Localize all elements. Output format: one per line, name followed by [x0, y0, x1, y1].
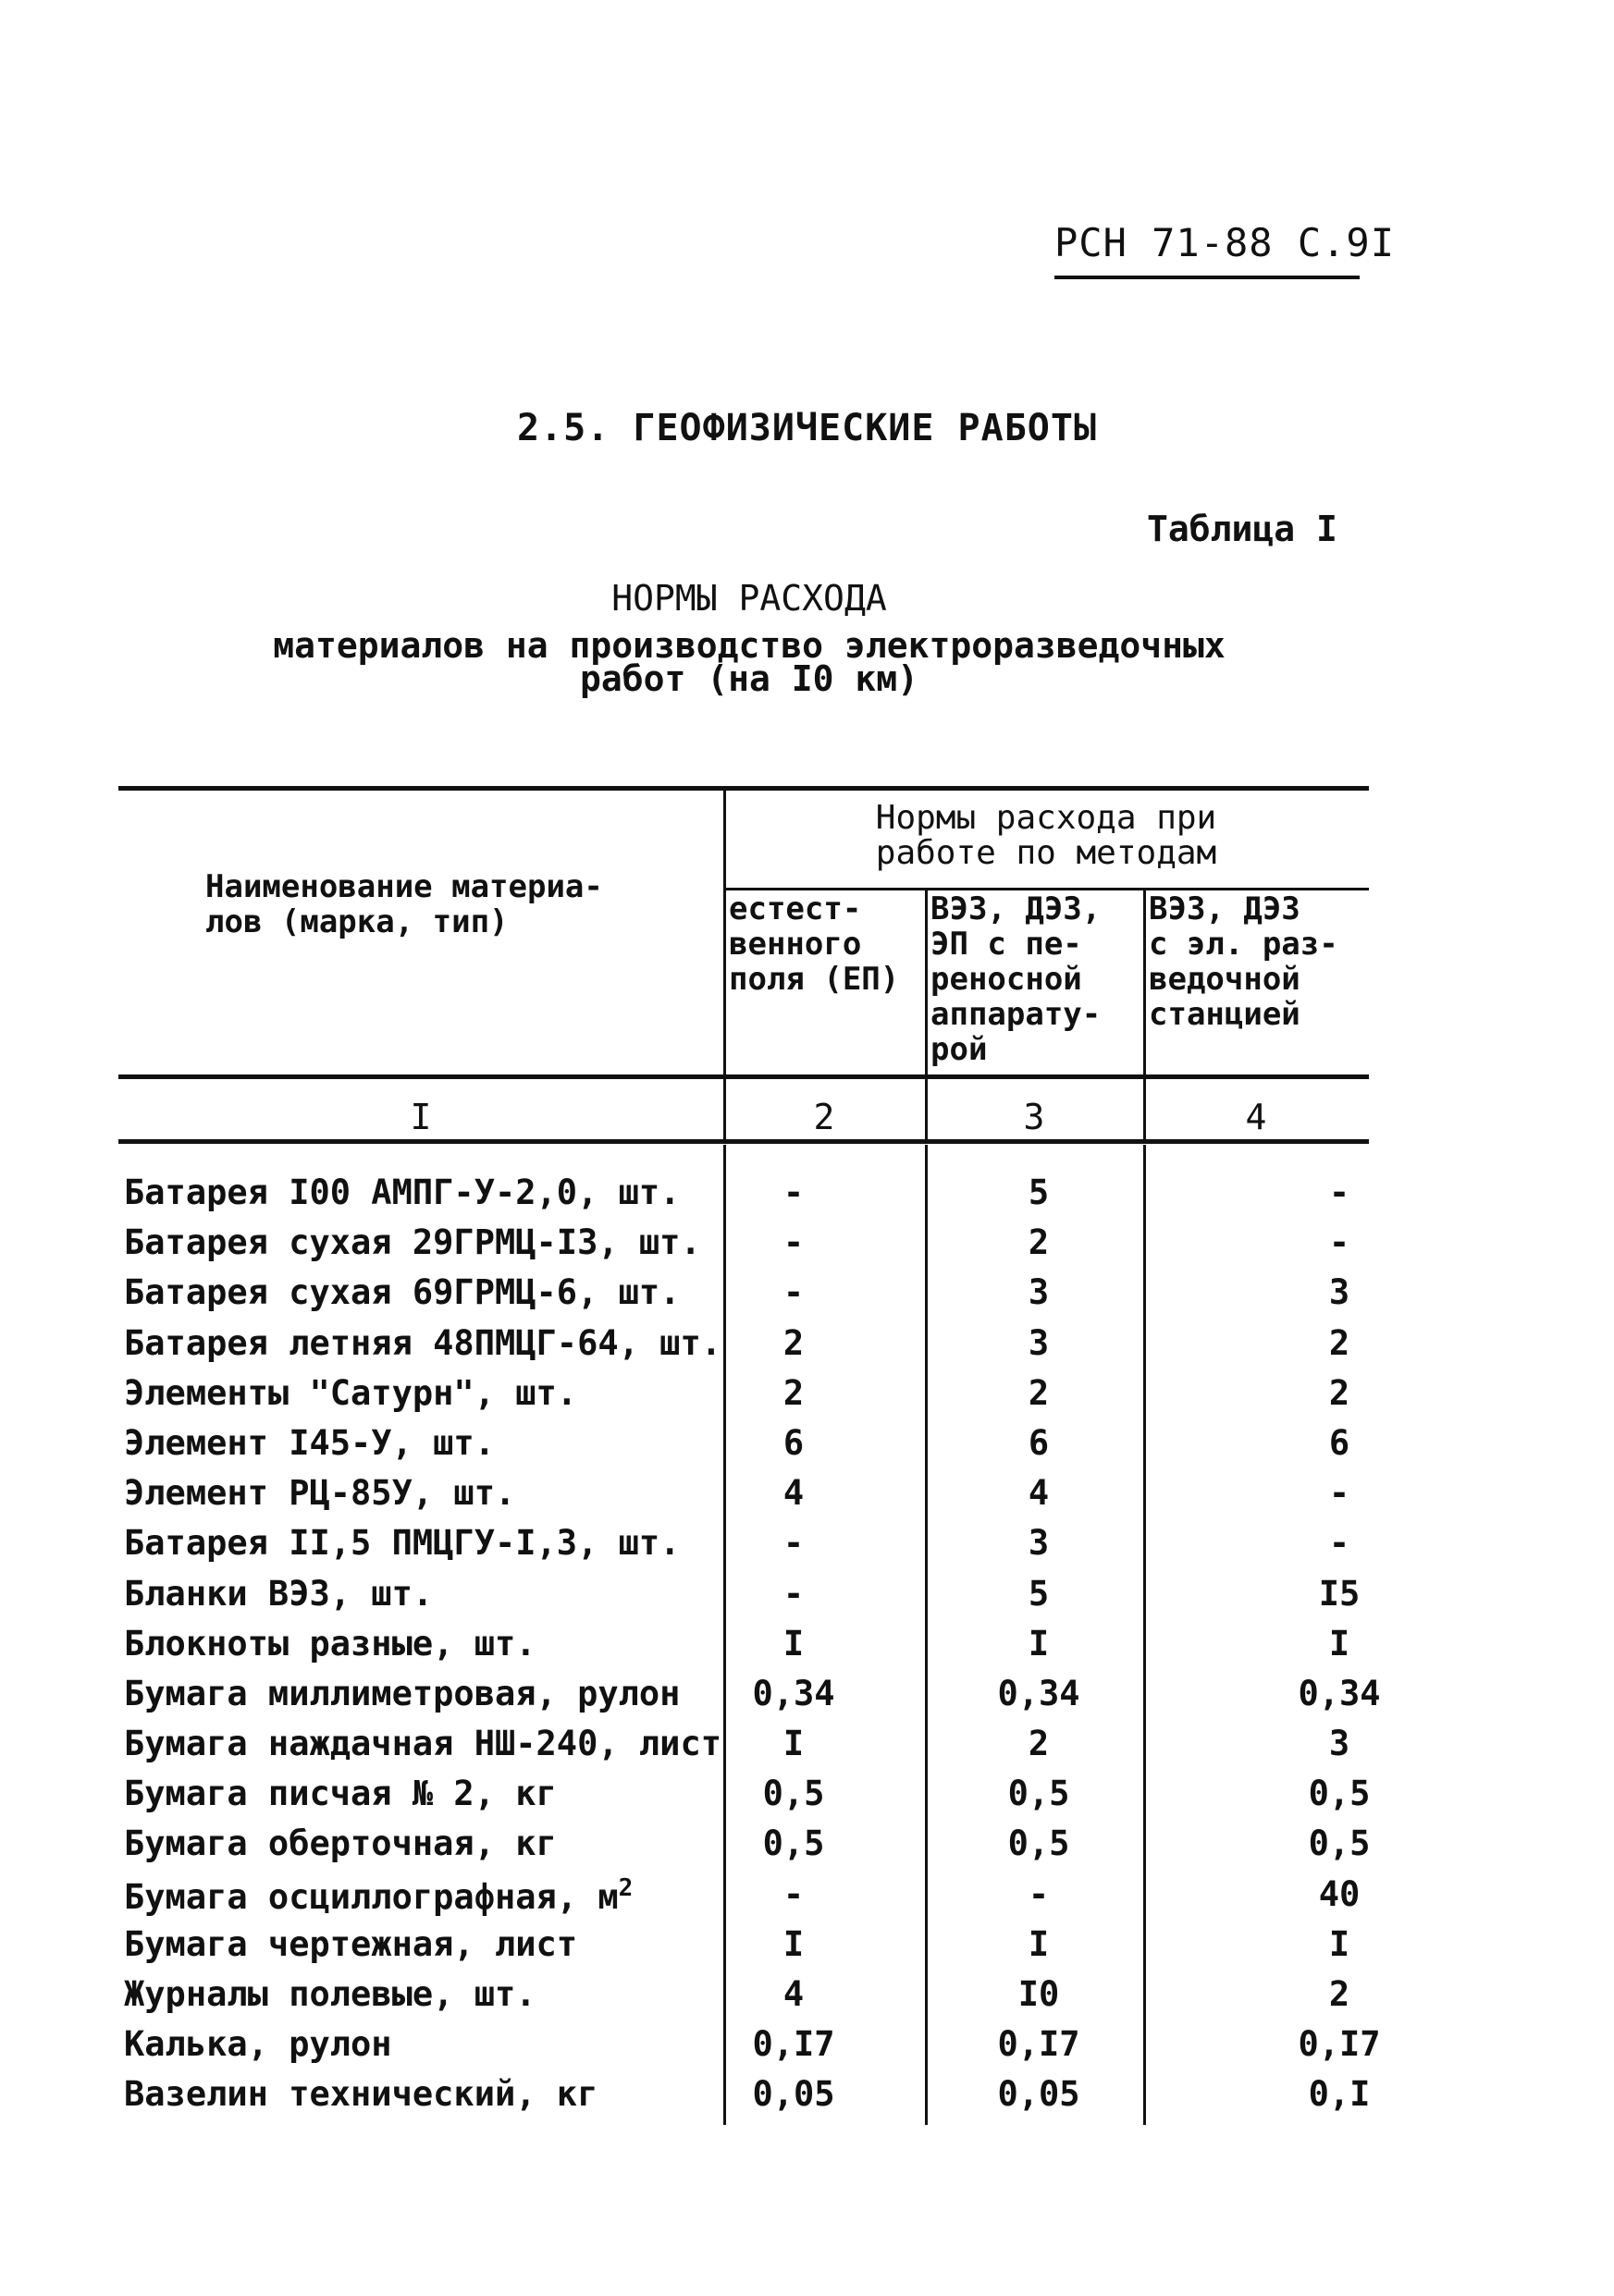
- material-name-cell-text: Вазелин технический, кг: [124, 2074, 598, 2115]
- natural-field-value-cell-text: -: [782, 1573, 805, 1614]
- station-value-cell-text: 6: [1328, 1422, 1350, 1463]
- table-row: [118, 2019, 1381, 2069]
- material-name-cell: [124, 1173, 680, 1212]
- natural-field-value-cell: [729, 1874, 858, 1914]
- station-value-cell: [1265, 1724, 1413, 1763]
- portable-equipment-value-cell: [932, 1222, 1145, 1262]
- portable-equipment-value-cell-text: 0,I7: [997, 2024, 1080, 2065]
- portable-equipment-value-cell-text: 3: [1028, 1322, 1050, 1363]
- table-subheading-line2: работ (на I0 км): [579, 658, 919, 699]
- table-row: [118, 1969, 1369, 2019]
- material-name-cell: [124, 1924, 577, 1964]
- station-value-cell-text: -: [1328, 1173, 1350, 1212]
- station-value-cell-text: -: [1328, 1473, 1350, 1514]
- portable-equipment-value-cell: [932, 1323, 1145, 1363]
- natural-field-value-cell: [729, 1373, 858, 1413]
- table-row: [118, 1818, 1369, 1868]
- station-value-cell-text: 2: [1328, 1372, 1350, 1413]
- natural-field-value-cell-text: 0,34: [752, 1673, 835, 1713]
- material-name-cell: [124, 1272, 680, 1312]
- portable-equipment-value-cell-text: 2: [1028, 1222, 1050, 1263]
- material-name-cell: [124, 1574, 433, 1614]
- material-name-cell: [124, 1222, 701, 1262]
- group-header: Нормы расхода при работе по методам: [875, 799, 1217, 872]
- portable-equipment-value-cell: [932, 1373, 1145, 1413]
- table-row: [118, 1418, 1369, 1467]
- station-value-cell: [1265, 1823, 1413, 1863]
- natural-field-value-cell: [729, 1473, 858, 1513]
- natural-field-value-cell-text: I: [782, 1923, 805, 1964]
- portable-equipment-value-cell: [932, 1924, 1145, 1964]
- material-name-cell: [124, 1774, 557, 1813]
- station-value-cell-text: 0,5: [1308, 1774, 1371, 1814]
- portable-equipment-value-cell: [932, 1823, 1145, 1863]
- material-name-cell-text: Бумага осциллографная, м: [124, 1876, 619, 1917]
- natural-field-value-cell: [729, 1574, 858, 1614]
- table-row: [118, 1167, 1369, 1217]
- natural-field-value-cell: [729, 2024, 858, 2064]
- col-number-3: 3: [1023, 1097, 1045, 1137]
- material-name-cell: [124, 1874, 633, 1917]
- document-code: РСН 71-88 С.9I: [1054, 220, 1396, 265]
- table-row: [118, 1267, 1369, 1317]
- material-name-cell: [124, 1674, 680, 1713]
- natural-field-value-cell-text: 0,5: [762, 1823, 825, 1864]
- portable-equipment-value-cell: [932, 1774, 1145, 1813]
- header-bottom-rule: [118, 1074, 1369, 1079]
- natural-field-value-cell: [729, 1272, 858, 1312]
- section-title: 2.5. ГЕОФИЗИЧЕСКИЕ РАБОТЫ: [516, 407, 1098, 449]
- natural-field-value-cell: [729, 2074, 858, 2114]
- material-name-cell-text: Батарея сухая 29ГРМЦ-I3, шт.: [124, 1222, 701, 1263]
- natural-field-value-cell: [729, 1173, 858, 1212]
- unit-superscript: 2: [618, 1873, 634, 1902]
- col2-header: естест- венного поля (ЕП): [729, 890, 900, 998]
- natural-field-value-cell: [729, 1523, 858, 1563]
- portable-equipment-value-cell-text: I0: [1017, 1974, 1060, 2014]
- portable-equipment-value-cell: [932, 1574, 1145, 1614]
- natural-field-value-cell-text: -: [782, 1523, 805, 1564]
- material-name-cell-text: Элемент РЦ-85У, шт.: [124, 1473, 516, 1514]
- natural-field-value-cell: [729, 1974, 858, 2014]
- material-name-cell: [124, 1473, 515, 1513]
- station-value-cell: [1265, 1272, 1413, 1312]
- material-name-cell-text: Бумага писчая № 2, кг: [124, 1774, 557, 1814]
- portable-equipment-value-cell-text: 4: [1028, 1473, 1050, 1514]
- portable-equipment-value-cell-text: 3: [1028, 1523, 1050, 1564]
- material-name-cell-text: Батарея II,5 ПМЦГУ-I,3, шт.: [124, 1523, 681, 1564]
- portable-equipment-value-cell: [932, 2074, 1145, 2114]
- portable-equipment-value-cell: [932, 1173, 1145, 1212]
- top-rule: [118, 786, 1369, 791]
- natural-field-value-cell-text: I: [782, 1724, 805, 1764]
- station-value-cell: [1265, 1473, 1413, 1513]
- natural-field-value-cell: [729, 1774, 858, 1813]
- material-name-cell: [124, 1974, 536, 2014]
- material-name-cell: [124, 1323, 721, 1363]
- col4-header: ВЭЗ, ДЭЗ с эл. раз- ведочной станцией: [1149, 890, 1338, 1033]
- material-name-cell-text: Журналы полевые, шт.: [124, 1974, 536, 2014]
- station-value-cell-text: 40: [1318, 1873, 1361, 1914]
- natural-field-value-cell: [729, 1624, 858, 1664]
- material-name-cell: [124, 2024, 392, 2064]
- table-subheading: [0, 625, 1498, 699]
- portable-equipment-value-cell: [932, 2024, 1145, 2064]
- station-value-cell: [1265, 1173, 1413, 1212]
- portable-equipment-value-cell: [932, 1624, 1145, 1664]
- material-name-cell-text: Бумага чертежная, лист: [124, 1923, 578, 1964]
- natural-field-value-cell-text: I: [782, 1623, 805, 1664]
- portable-equipment-value-cell-text: -: [1028, 1873, 1050, 1914]
- station-value-cell: [1265, 1222, 1413, 1262]
- col3-header: ВЭЗ, ДЭЗ, ЭП с пе- реносной аппарату- рой: [930, 890, 1102, 1068]
- natural-field-value-cell-text: 0,05: [752, 2074, 835, 2115]
- table-row: [118, 1869, 1369, 1919]
- natural-field-value-cell-text: 4: [782, 1473, 805, 1514]
- table-row: [118, 1718, 1369, 1768]
- natural-field-value-cell-text: -: [782, 1222, 805, 1263]
- natural-field-value-cell-text: -: [782, 1173, 805, 1212]
- portable-equipment-value-cell-text: I: [1028, 1923, 1050, 1964]
- natural-field-value-cell-text: -: [782, 1873, 805, 1914]
- natural-field-value-cell-text: 4: [782, 1974, 805, 2014]
- table-heading: НОРМЫ РАСХОДА: [611, 578, 887, 619]
- portable-equipment-value-cell-text: I: [1028, 1623, 1050, 1664]
- material-name-cell-text: Блокноты разные, шт.: [124, 1623, 536, 1664]
- portable-equipment-value-cell-text: 5: [1028, 1173, 1050, 1212]
- col-number-2: 2: [813, 1097, 835, 1137]
- station-value-cell-text: 2: [1328, 1322, 1350, 1363]
- material-name-cell-text: Бумага миллиметровая, рулон: [124, 1673, 681, 1713]
- station-value-cell-text: -: [1328, 1222, 1350, 1263]
- station-value-cell: [1265, 1924, 1413, 1964]
- col-number-1: I: [410, 1097, 432, 1137]
- table-row: [118, 1217, 1369, 1267]
- table-row: [118, 1318, 1369, 1368]
- table-row: [118, 2069, 1369, 2118]
- material-name-cell: [124, 1624, 536, 1664]
- material-name-cell-text: Батарея летняя 48ПМЦГ-64, шт.: [124, 1322, 722, 1363]
- portable-equipment-value-cell-text: 6: [1028, 1422, 1050, 1463]
- table-row: [118, 1919, 1369, 1969]
- portable-equipment-value-cell-text: 3: [1028, 1272, 1050, 1313]
- station-value-cell: [1265, 1674, 1413, 1713]
- natural-field-value-cell-text: 6: [782, 1422, 805, 1463]
- material-name-cell: [124, 1423, 495, 1463]
- material-name-cell-text: Батарея I00 АМПГ-У-2,0, шт.: [124, 1173, 681, 1212]
- natural-field-value-cell: [729, 1823, 858, 1863]
- station-value-cell-text: 3: [1328, 1272, 1350, 1313]
- material-name-cell-text: Калька, рулон: [124, 2024, 392, 2065]
- col1-header: Наименование материа- лов (марка, тип): [205, 868, 603, 940]
- table-label: Таблица I: [1147, 509, 1337, 549]
- material-name-cell: [124, 2074, 598, 2114]
- natural-field-value-cell: [729, 1323, 858, 1363]
- portable-equipment-value-cell: [932, 1874, 1145, 1914]
- station-value-cell-text: 0,I7: [1298, 2024, 1381, 2065]
- portable-equipment-value-cell-text: 0,5: [1007, 1774, 1070, 1814]
- material-name-cell: [124, 1373, 577, 1413]
- material-name-cell-text: Бланки ВЭЗ, шт.: [124, 1573, 434, 1614]
- station-value-cell-text: I: [1328, 1923, 1350, 1964]
- portable-equipment-value-cell: [932, 1974, 1145, 2014]
- table-subheading-line1: материалов на производство электроразведочных: [273, 625, 1226, 666]
- station-value-cell: [1265, 1574, 1413, 1614]
- station-value-cell: [1265, 2074, 1413, 2114]
- material-name-cell: [124, 1823, 557, 1863]
- table-row: [118, 1368, 1369, 1418]
- material-name-cell-text: Элементы "Сатурн", шт.: [124, 1372, 578, 1413]
- station-value-cell-text: 0,5: [1308, 1823, 1371, 1864]
- portable-equipment-value-cell-text: 0,34: [997, 1673, 1080, 1713]
- natural-field-value-cell-text: -: [782, 1272, 805, 1313]
- station-value-cell: [1265, 1373, 1413, 1413]
- material-name-cell-text: Батарея сухая 69ГРМЦ-6, шт.: [124, 1272, 681, 1313]
- natural-field-value-cell: [729, 1222, 858, 1262]
- station-value-cell: [1265, 2024, 1413, 2064]
- natural-field-value-cell: [729, 1924, 858, 1964]
- table-row: [118, 1668, 1381, 1718]
- station-value-cell-text: -: [1328, 1523, 1350, 1564]
- natural-field-value-cell: [729, 1423, 858, 1463]
- material-name-cell-text: Бумага наждачная НШ-240, лист: [124, 1724, 722, 1764]
- portable-equipment-value-cell: [932, 1674, 1145, 1713]
- material-name-cell-text: Элемент I45-У, шт.: [124, 1422, 495, 1463]
- document-code-underline: [1054, 276, 1360, 279]
- natural-field-value-cell-text: 0,I7: [752, 2024, 835, 2065]
- number-row-rule: [118, 1139, 1369, 1144]
- station-value-cell: [1265, 1523, 1413, 1563]
- portable-equipment-value-cell: [932, 1724, 1145, 1763]
- natural-field-value-cell-text: 2: [782, 1322, 805, 1363]
- table-row: [118, 1568, 1369, 1618]
- station-value-cell-text: 3: [1328, 1724, 1350, 1764]
- table-row: [118, 1768, 1369, 1818]
- natural-field-value-cell-text: 0,5: [762, 1774, 825, 1814]
- station-value-cell-text: 0,I: [1308, 2074, 1371, 2115]
- material-name-cell: [124, 1724, 721, 1763]
- col-number-4: 4: [1245, 1097, 1267, 1137]
- natural-field-value-cell: [729, 1674, 858, 1713]
- station-value-cell: [1265, 1974, 1413, 2014]
- natural-field-value-cell: [729, 1724, 858, 1763]
- natural-field-value-cell-text: 2: [782, 1372, 805, 1413]
- station-value-cell-text: I5: [1318, 1573, 1361, 1614]
- material-name-cell-text: Бумага оберточная, кг: [124, 1823, 557, 1864]
- station-value-cell-text: 2: [1328, 1974, 1350, 2014]
- norms-table-body: [118, 1167, 1381, 2119]
- portable-equipment-value-cell: [932, 1473, 1145, 1513]
- portable-equipment-value-cell: [932, 1423, 1145, 1463]
- table-row: [118, 1618, 1369, 1668]
- station-value-cell-text: 0,34: [1298, 1673, 1381, 1713]
- table-row: [118, 1517, 1369, 1567]
- station-value-cell: [1265, 1874, 1413, 1914]
- portable-equipment-value-cell-text: 5: [1028, 1573, 1050, 1614]
- material-name-cell: [124, 1523, 680, 1563]
- portable-equipment-value-cell: [932, 1523, 1145, 1563]
- portable-equipment-value-cell: [932, 1272, 1145, 1312]
- station-value-cell: [1265, 1423, 1413, 1463]
- station-value-cell: [1265, 1323, 1413, 1363]
- portable-equipment-value-cell-text: 2: [1028, 1372, 1050, 1413]
- portable-equipment-value-cell-text: 0,5: [1007, 1823, 1070, 1864]
- station-value-cell-text: I: [1328, 1623, 1350, 1664]
- portable-equipment-value-cell-text: 0,05: [997, 2074, 1080, 2115]
- table-row: [118, 1467, 1369, 1517]
- station-value-cell: [1265, 1624, 1413, 1664]
- station-value-cell: [1265, 1774, 1413, 1813]
- portable-equipment-value-cell-text: 2: [1028, 1724, 1050, 1764]
